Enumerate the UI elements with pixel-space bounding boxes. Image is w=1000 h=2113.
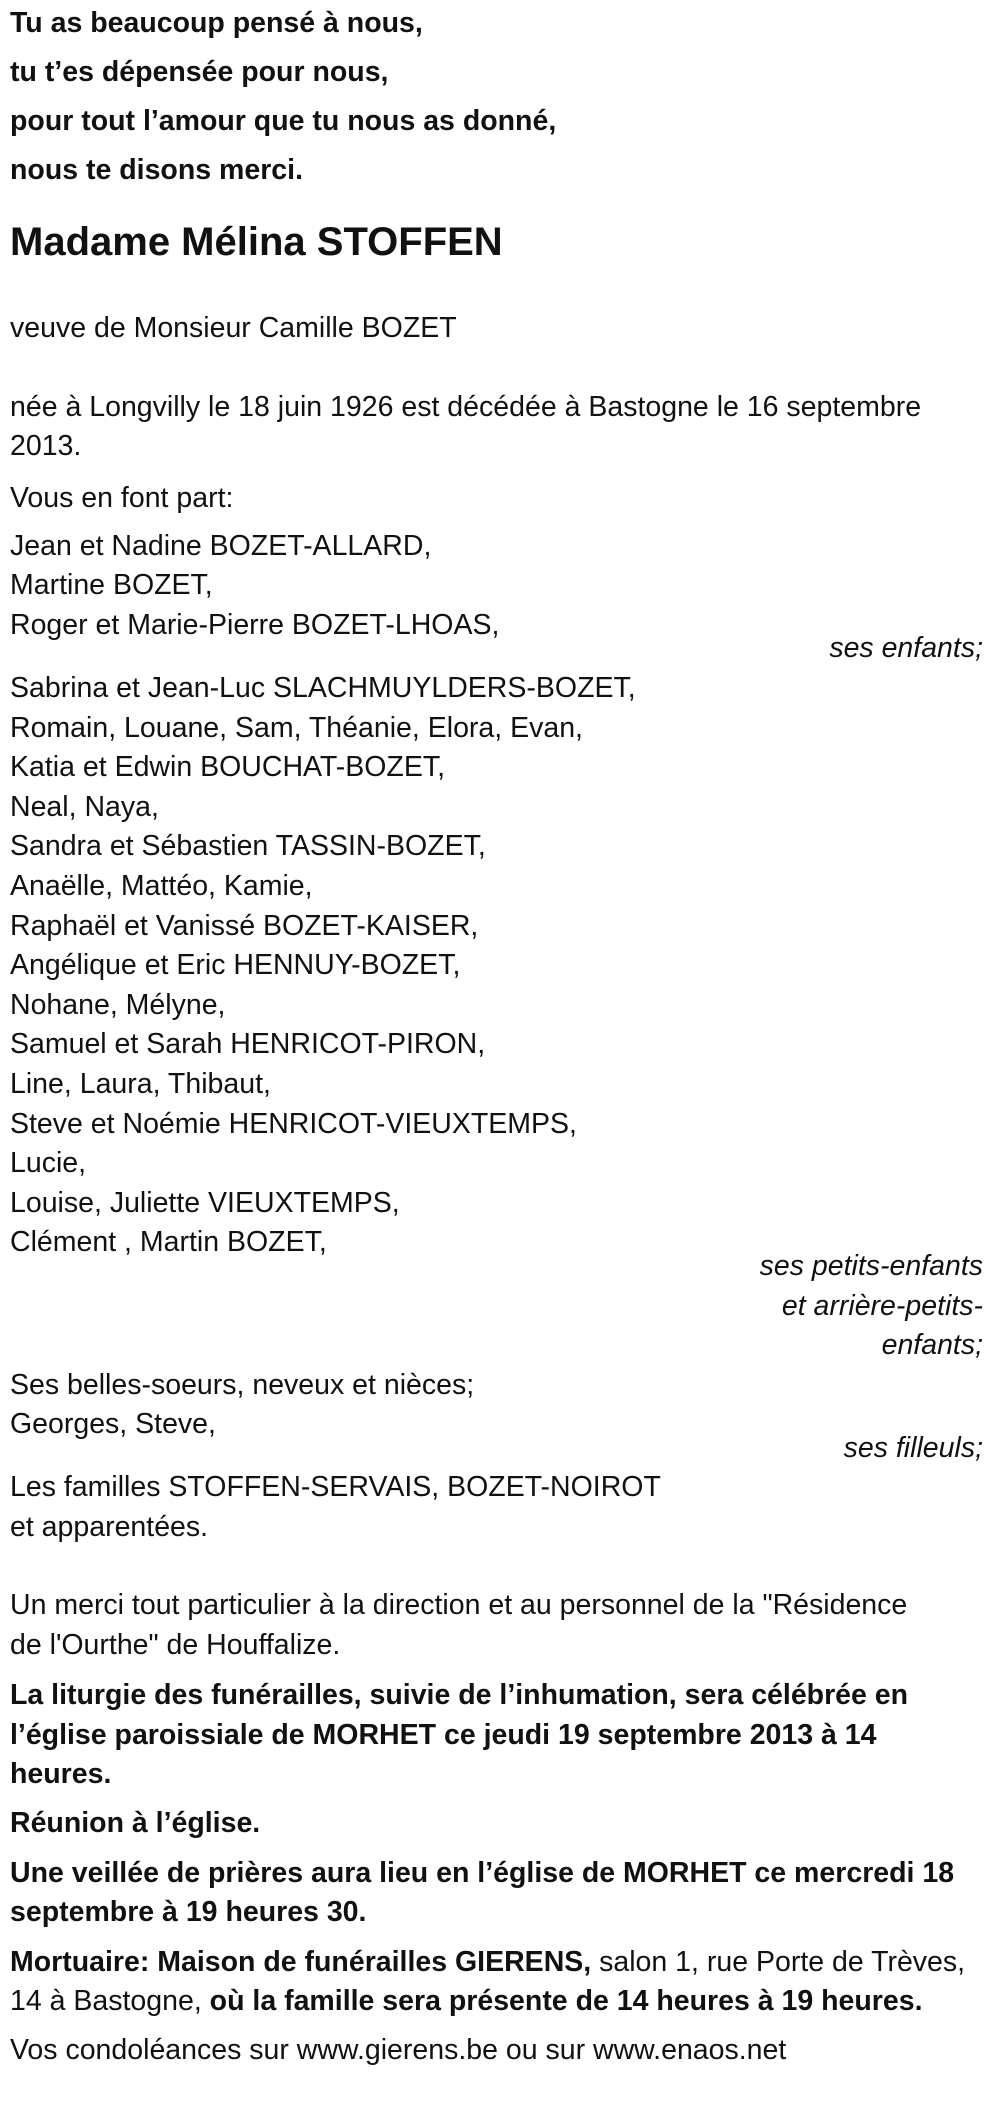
relation-line: et arrière-petits- [781,1289,983,1322]
family-member-line: Sabrina et Jean-Luc SLACHMUYLDERS-BOZET, [10,672,636,705]
thanks-line: Un merci tout particulier à la direction et au personnel de la "Résidence [10,1589,908,1622]
family-group-children [10,527,983,669]
family-member-line: Raphaël et Vanissé BOZET-KAISER, [10,909,479,942]
mortuary-visiting-hours: où la famille sera présente de 14 heures à 19 heures. [209,1985,923,2018]
mortuary-line [10,1982,983,2022]
family-member-line: Katia et Edwin BOUCHAT-BOZET, [10,751,446,784]
family-member-line: Steve et Noémie HENRICOT-VIEUXTEMPS, [10,1107,577,1140]
vigil-paragraph [10,1854,983,1933]
widow-of-line: veuve de Monsieur Camille BOZET [10,311,457,344]
mortuary-line [10,1943,983,1983]
family-member-line: Samuel et Sarah HENRICOT-PIRON, [10,1028,486,1061]
deceased-name: Madame Mélina STOFFEN [10,219,503,264]
poem-line: tu t’es dépensée pour nous, [10,56,389,89]
families-line: et apparentées. [10,1511,209,1544]
family-member-line: Line, Laura, Thibaut, [10,1067,271,1100]
families-line: Les familles STOFFEN-SERVAIS, BOZET-NOIROT [10,1471,661,1504]
family-member-line: Jean et Nadine BOZET-ALLARD, [10,529,432,562]
family-member-line: Romain, Louane, Sam, Théanie, Elora, Evan, [10,711,583,744]
thanks-paragraph [10,1586,983,1665]
liturgy-line: La liturgie des funérailles, suivie de l’inhumation, sera célébrée en [10,1679,909,1712]
condolences-line: Vos condoléances sur www.gierens.be ou sur www.enaos.net [10,2034,787,2066]
family-group-grandchildren [10,669,983,1366]
mortuary-paragraph [10,1943,983,2022]
family-member-line: Nohane, Mélyne, [10,988,226,1021]
relation-line: ses petits-enfants [759,1249,983,1282]
mortuary-label: Mortuaire: Maison de funérailles GIERENS, [10,1945,592,1978]
poem-line: nous te disons merci. [10,154,303,187]
poem [10,4,983,191]
vigil-line: Une veillée de prières aura lieu en l’église de MORHET ce mercredi 18 [10,1856,955,1889]
family-member-line: Anaëlle, Mattéo, Kamie, [10,869,313,902]
liturgy-line: l’église paroissiale de MORHET ce jeudi 19 septembre 2013 à 14 [10,1718,877,1751]
relation-line: enfants; [881,1329,983,1362]
birth-death-line: 2013. [10,430,82,463]
liturgy-paragraph [10,1676,983,1795]
family-member-line: Ses belles-soeurs, neveux et nièces; [10,1368,475,1401]
family-member-line: Clément , Martin BOZET, [10,1226,327,1259]
poem-line: Tu as beaucoup pensé à nous, [10,7,423,39]
meeting-line: Réunion à l’église. [10,1807,261,1840]
birth-death-line: née à Longvilly le 18 juin 1926 est décédée à Bastogne le 16 septembre [10,390,922,423]
vigil-line: septembre à 19 heures 30. [10,1896,367,1929]
family-member-line: Lucie, [10,1147,87,1180]
relation-label [10,1247,983,1366]
family-member-line: Martine BOZET, [10,569,213,602]
family-group-godchildren [10,1366,983,1469]
related-families [10,1468,983,1547]
family-member-line: Angélique et Eric HENNUY-BOZET, [10,949,461,982]
thanks-line: de l'Ourthe" de Houffalize. [10,1628,341,1661]
mortuary-city: 14 à Bastogne, [10,1985,202,2018]
birth-death-statement [10,388,983,467]
announcement-intro: Vous en font part: [10,482,234,515]
poem-line: pour tout l’amour que tu nous as donné, [10,105,557,138]
liturgy-line: heures. [10,1758,112,1791]
family-member-line: Georges, Steve, [10,1408,216,1441]
family-member-line: Sandra et Sébastien TASSIN-BOZET, [10,830,486,863]
family-member-line: Neal, Naya, [10,790,159,823]
relation-line: ses filleuls; [843,1431,983,1464]
relation-line: ses enfants; [829,632,983,665]
mortuary-address: salon 1, rue Porte de Trèves, [599,1945,966,1978]
family-member-line: Roger et Marie-Pierre BOZET-LHOAS, [10,608,500,641]
family-member-line: Louise, Juliette VIEUXTEMPS, [10,1186,400,1219]
